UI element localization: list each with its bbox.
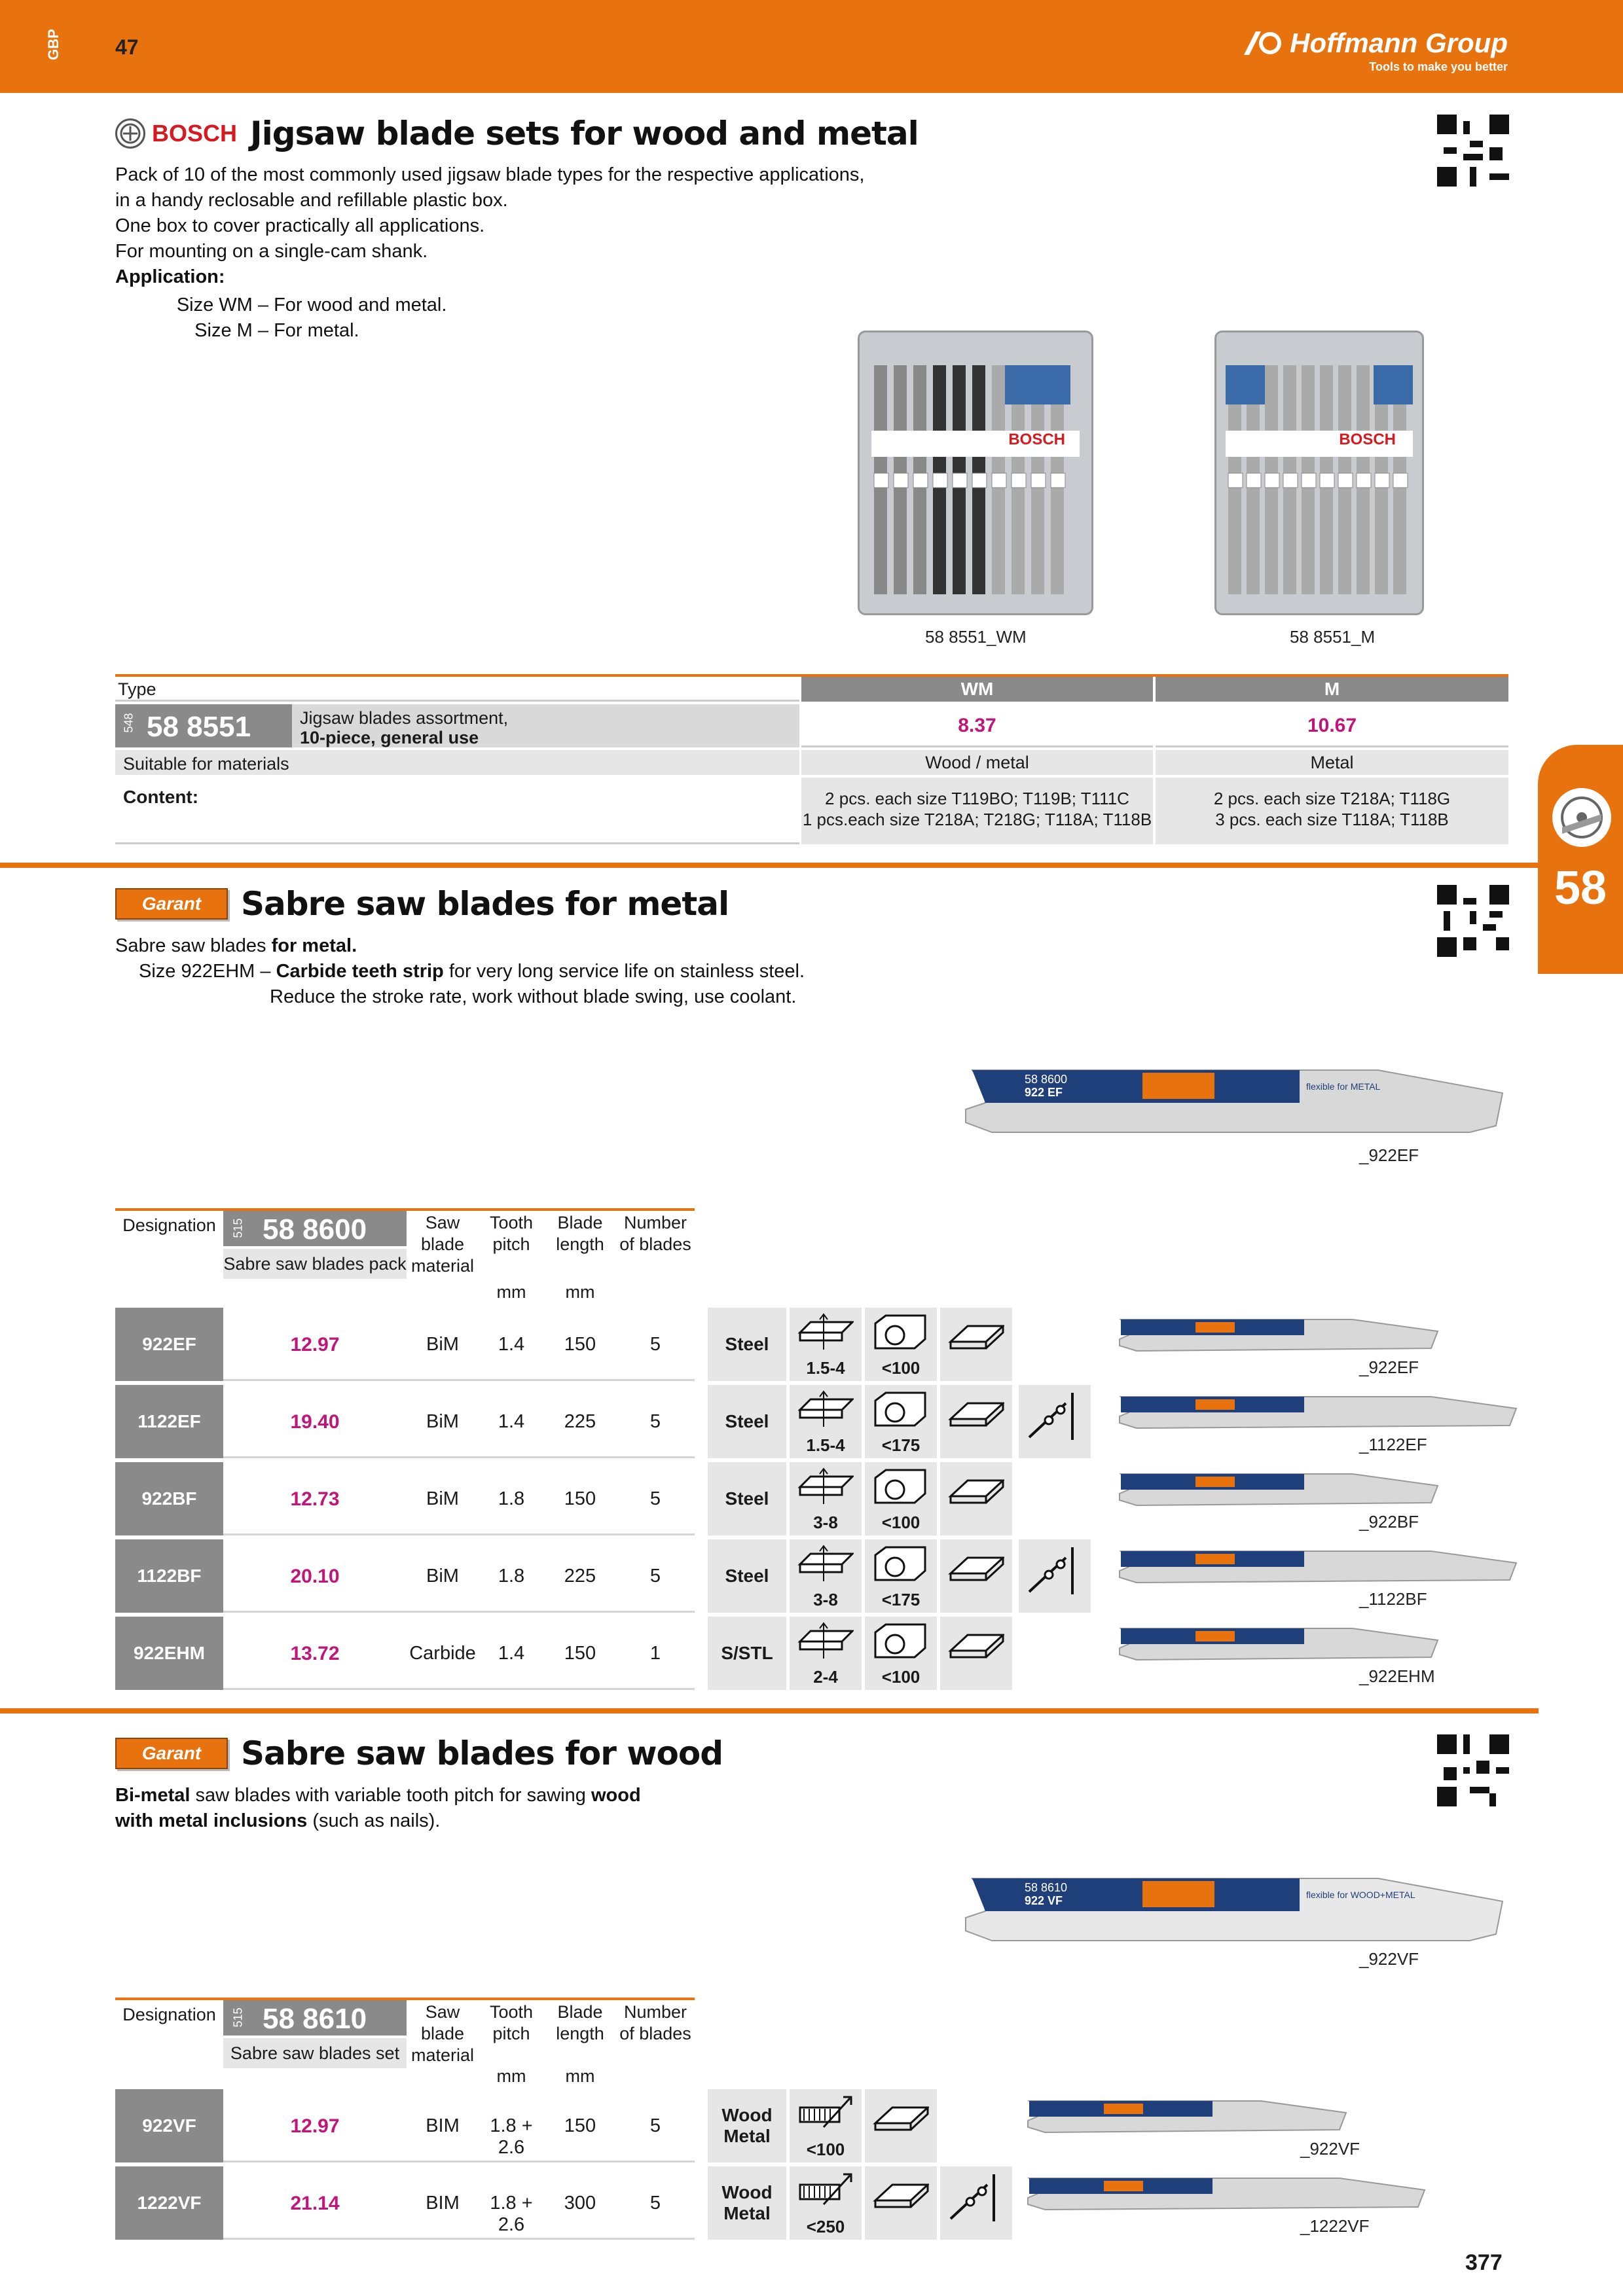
blade-caption: _922EHM [1359, 1666, 1435, 1686]
tube-icon [865, 1385, 937, 1458]
tube-icon [865, 1617, 937, 1690]
length-unit: mm [565, 1282, 595, 1302]
wood-nail-icon [790, 2166, 862, 2240]
plate-icon [865, 2089, 937, 2162]
tube-icon [865, 1308, 937, 1381]
length-unit: mm [565, 2066, 595, 2086]
blade-thumbnail-image [1117, 1393, 1523, 1432]
price-cell: 13.72 [290, 1643, 340, 1664]
pitch-cell: 1.8 [498, 1566, 525, 1587]
length-cell: 300 [564, 2193, 596, 2214]
table-row[interactable] [115, 1308, 1097, 1381]
designation-cell: 1122EF [115, 1385, 223, 1458]
jigsaw-description: Pack of 10 of the most commonly used jigsaw blade types for the respective applications, in a handy reclosable and refillable plastic box. One box to cover practically all applications. For mounting on a single-cam shank. Application: Size WM – For wood and metal. Size M – For metal. [115, 164, 865, 341]
svg-text:58 8610: 58 8610 [1025, 1881, 1068, 1894]
tube-icon [865, 1462, 937, 1535]
material-cell: BIM [426, 2193, 460, 2214]
brand-logo [1241, 27, 1508, 74]
image-caption: _922EF [1359, 1145, 1419, 1165]
blade-thumbnail-image [1025, 2174, 1431, 2214]
thickness-icon [790, 1462, 862, 1535]
side-code: GBP [45, 29, 62, 60]
section-divider [0, 1708, 1539, 1713]
qr-code-icon[interactable] [1437, 1734, 1509, 1806]
workpiece-material-cell: Wood Metal [708, 2089, 786, 2162]
article-description: Jigsaw blades assortment, 10-piece, general use [292, 704, 799, 747]
tube-icon-value: <100 [881, 1513, 921, 1532]
workpiece-material-cell: Steel [708, 1308, 786, 1381]
garant-logo: Garant [115, 1738, 228, 1769]
designation-cell: 1122BF [115, 1539, 223, 1613]
thickness-icon-value: 3-8 [813, 1513, 838, 1532]
price-wm: 8.37 [801, 704, 1153, 747]
jigsaw-set-m-image [1214, 331, 1424, 615]
wood-blades-table [115, 1998, 1536, 2246]
bosch-armature-icon [115, 118, 145, 149]
metal-blades-table [115, 1208, 1536, 1693]
price-cell: 12.73 [290, 1488, 340, 1510]
plate-icon [940, 1308, 1012, 1381]
flush-cut-icon [940, 2166, 1012, 2240]
material-cell: BiM [426, 1334, 459, 1355]
workpiece-material-cell: Steel [708, 1462, 786, 1535]
materials-label: Suitable for materials [115, 750, 799, 775]
price-cell: 21.14 [290, 2193, 340, 2214]
table-row[interactable] [115, 1617, 1097, 1690]
material-cell: BIM [426, 2115, 460, 2136]
tube-icon [865, 1539, 937, 1613]
metal-description: Sabre saw blades for metal. Size 922EHM – Carbide teeth strip for very long service life on stainless steel. Reduce the stroke rate, work without blade swing, use coolant. [115, 935, 805, 1007]
wood-nail-icon-value: <250 [806, 2217, 845, 2236]
thickness-icon-value: 1.5-4 [806, 1358, 845, 1378]
pitch-cell: 1.8 [498, 1488, 525, 1509]
designation-cell: 1222VF [115, 2166, 223, 2240]
saw-blade-icon [1552, 788, 1611, 847]
workpiece-material-cell: S/STL [708, 1617, 786, 1690]
length-cell: 150 [564, 1643, 596, 1664]
pitch-cell: 1.8 + 2.6 [490, 2115, 533, 2158]
pitch-unit: mm [496, 1282, 526, 1302]
workpiece-material-cell: Steel [708, 1385, 786, 1458]
set-label: Sabre saw blades set [223, 2038, 407, 2068]
length-header: Blade length [556, 1213, 604, 1254]
plate-icon [865, 2166, 937, 2240]
material-header: Saw blade material [410, 2002, 475, 2065]
bosch-box-label: BOSCH [1339, 431, 1396, 448]
length-cell: 150 [564, 1334, 596, 1355]
brand-name: Hoffmann Group [1290, 27, 1508, 58]
materials-wm: Wood / metal [801, 750, 1153, 775]
col-wm: WM [801, 677, 1153, 702]
thickness-icon-value: 2-4 [813, 1667, 838, 1687]
sabre-blade-922vf-image [959, 1872, 1516, 1947]
chapter-tab[interactable] [1538, 745, 1623, 974]
image-caption: 58 8551_M [1290, 627, 1376, 647]
col-m: M [1156, 677, 1508, 702]
section-heading: Sabre saw blades for metal [241, 885, 729, 923]
section-wood-title [115, 1734, 723, 1772]
pitch-cell: 1.8 + 2.6 [490, 2193, 533, 2235]
price-cell: 19.40 [290, 1411, 340, 1433]
plate-icon [940, 1462, 1012, 1535]
article-number-cell: 548 58 8551 [115, 704, 292, 747]
price-m: 10.67 [1156, 704, 1508, 747]
section-divider [0, 863, 1539, 868]
pitch-header: Tooth pitch [489, 2002, 534, 2043]
thickness-icon [790, 1539, 862, 1613]
wood-description: Bi-metal saw blades with variable tooth pitch for sawing wood with metal inclusions (such as nails). [115, 1785, 641, 1831]
blade-thumbnail-image [1117, 1547, 1523, 1587]
count-cell: 1 [649, 1643, 661, 1664]
pitch-cell: 1.4 [498, 1334, 525, 1355]
number-header: Number of blades [619, 1213, 691, 1254]
designation-cell: 922EF [115, 1308, 223, 1381]
hoffmann-logo-icon [1241, 29, 1283, 58]
blade-caption: _1122BF [1359, 1589, 1427, 1609]
thickness-icon-value: 3-8 [813, 1590, 838, 1609]
pack-label: Sabre saw blades pack [223, 1249, 407, 1279]
plate-icon [940, 1539, 1012, 1613]
image-caption: 58 8551_WM [925, 627, 1027, 647]
material-cell: Carbide [409, 1643, 476, 1664]
svg-text:922 EF: 922 EF [1025, 1086, 1063, 1099]
blade-caption: _922EF [1359, 1357, 1419, 1377]
catalogue-page-number: 47 [115, 35, 139, 59]
flush-cut-icon [1019, 1385, 1091, 1458]
tube-icon-value: <175 [881, 1435, 921, 1455]
image-caption: _922VF [1359, 1949, 1419, 1969]
content-label: Content: [115, 778, 799, 844]
blade-thumbnail-image [1117, 1316, 1444, 1355]
application-label: Application: [115, 266, 225, 287]
designation-header: Designation [122, 1215, 216, 1235]
thickness-icon [790, 1308, 862, 1381]
article-number-cell: 515 58 8610 [223, 2000, 407, 2036]
designation-cell: 922VF [115, 2089, 223, 2162]
material-cell: BiM [426, 1488, 459, 1509]
length-cell: 150 [564, 2115, 596, 2136]
jigsaw-set-wm-image [858, 331, 1093, 615]
designation-header: Designation [122, 2005, 216, 2024]
designation-cell: 922EHM [115, 1617, 223, 1690]
section-heading: Sabre saw blades for wood [241, 1734, 723, 1772]
material-cell: BiM [426, 1566, 459, 1587]
price-cell: 12.97 [290, 2115, 340, 2137]
tube-icon-value: <100 [881, 1358, 921, 1378]
count-cell: 5 [649, 2193, 661, 2214]
length-cell: 225 [564, 1566, 596, 1587]
number-header: Number of blades [619, 2002, 691, 2043]
table-row[interactable] [115, 1462, 1097, 1535]
tube-icon-value: <175 [881, 1590, 921, 1609]
thickness-icon [790, 1385, 862, 1458]
blade-caption: _922VF [1300, 2139, 1360, 2159]
section-jigsaw-title [115, 115, 919, 152]
content-wm: 2 pcs. each size T119BO; T119B; T111C 1 pcs.each size T218A; T218G; T118A; T118B [801, 778, 1153, 844]
price-cell: 20.10 [290, 1566, 340, 1587]
pitch-unit: mm [496, 2066, 526, 2086]
content-m: 2 pcs. each size T218A; T118G 3 pcs. each size T118A; T118B [1156, 778, 1508, 844]
count-cell: 5 [649, 1488, 661, 1509]
svg-text:flexible for WOOD+METAL: flexible for WOOD+METAL [1306, 1890, 1415, 1900]
section-heading: Jigsaw blade sets for wood and metal [250, 115, 919, 152]
workpiece-material-cell: Wood Metal [708, 2166, 786, 2240]
thickness-icon [790, 1617, 862, 1690]
material-header: Saw blade material [410, 1213, 475, 1276]
pitch-header: Tooth pitch [489, 1213, 534, 1254]
length-header: Blade length [556, 2002, 604, 2043]
garant-logo: Garant [115, 888, 228, 920]
count-cell: 5 [649, 1334, 661, 1355]
blade-caption: _922BF [1359, 1512, 1419, 1532]
length-cell: 225 [564, 1411, 596, 1432]
bosch-box-label: BOSCH [1008, 431, 1065, 448]
blade-thumbnail-image [1117, 1470, 1444, 1509]
pitch-cell: 1.4 [498, 1411, 525, 1432]
sabre-blade-922ef-image [959, 1064, 1516, 1139]
count-cell: 5 [649, 2115, 661, 2136]
svg-text:922 VF: 922 VF [1025, 1894, 1063, 1907]
plate-icon [940, 1385, 1012, 1458]
count-cell: 5 [649, 1566, 661, 1587]
flush-cut-icon [1019, 1539, 1091, 1613]
table-row[interactable] [115, 1539, 1097, 1613]
table-row[interactable] [115, 1385, 1097, 1458]
type-label: Type [118, 679, 156, 699]
length-cell: 150 [564, 1488, 596, 1509]
blade-thumbnail-image [1117, 1624, 1444, 1664]
plate-icon [940, 1617, 1012, 1690]
blade-caption: _1122EF [1359, 1435, 1427, 1454]
table-row[interactable] [115, 2089, 1097, 2162]
section-metal-title [115, 885, 729, 923]
designation-cell: 922BF [115, 1462, 223, 1535]
workpiece-material-cell: Steel [708, 1539, 786, 1613]
count-cell: 5 [649, 1411, 661, 1432]
qr-code-icon[interactable] [1437, 885, 1509, 957]
article-number-cell: 515 58 8600 [223, 1211, 407, 1246]
wood-nail-icon [790, 2089, 862, 2162]
blade-caption: _1222VF [1300, 2216, 1370, 2236]
svg-text:58 8600: 58 8600 [1025, 1073, 1068, 1086]
material-cell: BiM [426, 1411, 459, 1432]
thickness-icon-value: 1.5-4 [806, 1435, 845, 1455]
pitch-cell: 1.4 [498, 1643, 525, 1664]
page-number: 377 [1465, 2250, 1503, 2275]
wood-nail-icon-value: <100 [806, 2140, 845, 2159]
page-header [0, 0, 1623, 93]
table-row[interactable] [115, 2166, 1097, 2240]
qr-code-icon[interactable] [1437, 115, 1509, 187]
brand-tagline: Tools to make you better [1369, 60, 1508, 73]
price-cell: 12.97 [290, 1334, 340, 1355]
tube-icon-value: <100 [881, 1667, 921, 1687]
bosch-logo: BOSCH [115, 118, 237, 149]
blade-thumbnail-image [1025, 2097, 1353, 2136]
svg-text:flexible for METAL: flexible for METAL [1306, 1081, 1381, 1092]
chapter-number: 58 [1554, 862, 1607, 914]
materials-m: Metal [1156, 750, 1508, 775]
